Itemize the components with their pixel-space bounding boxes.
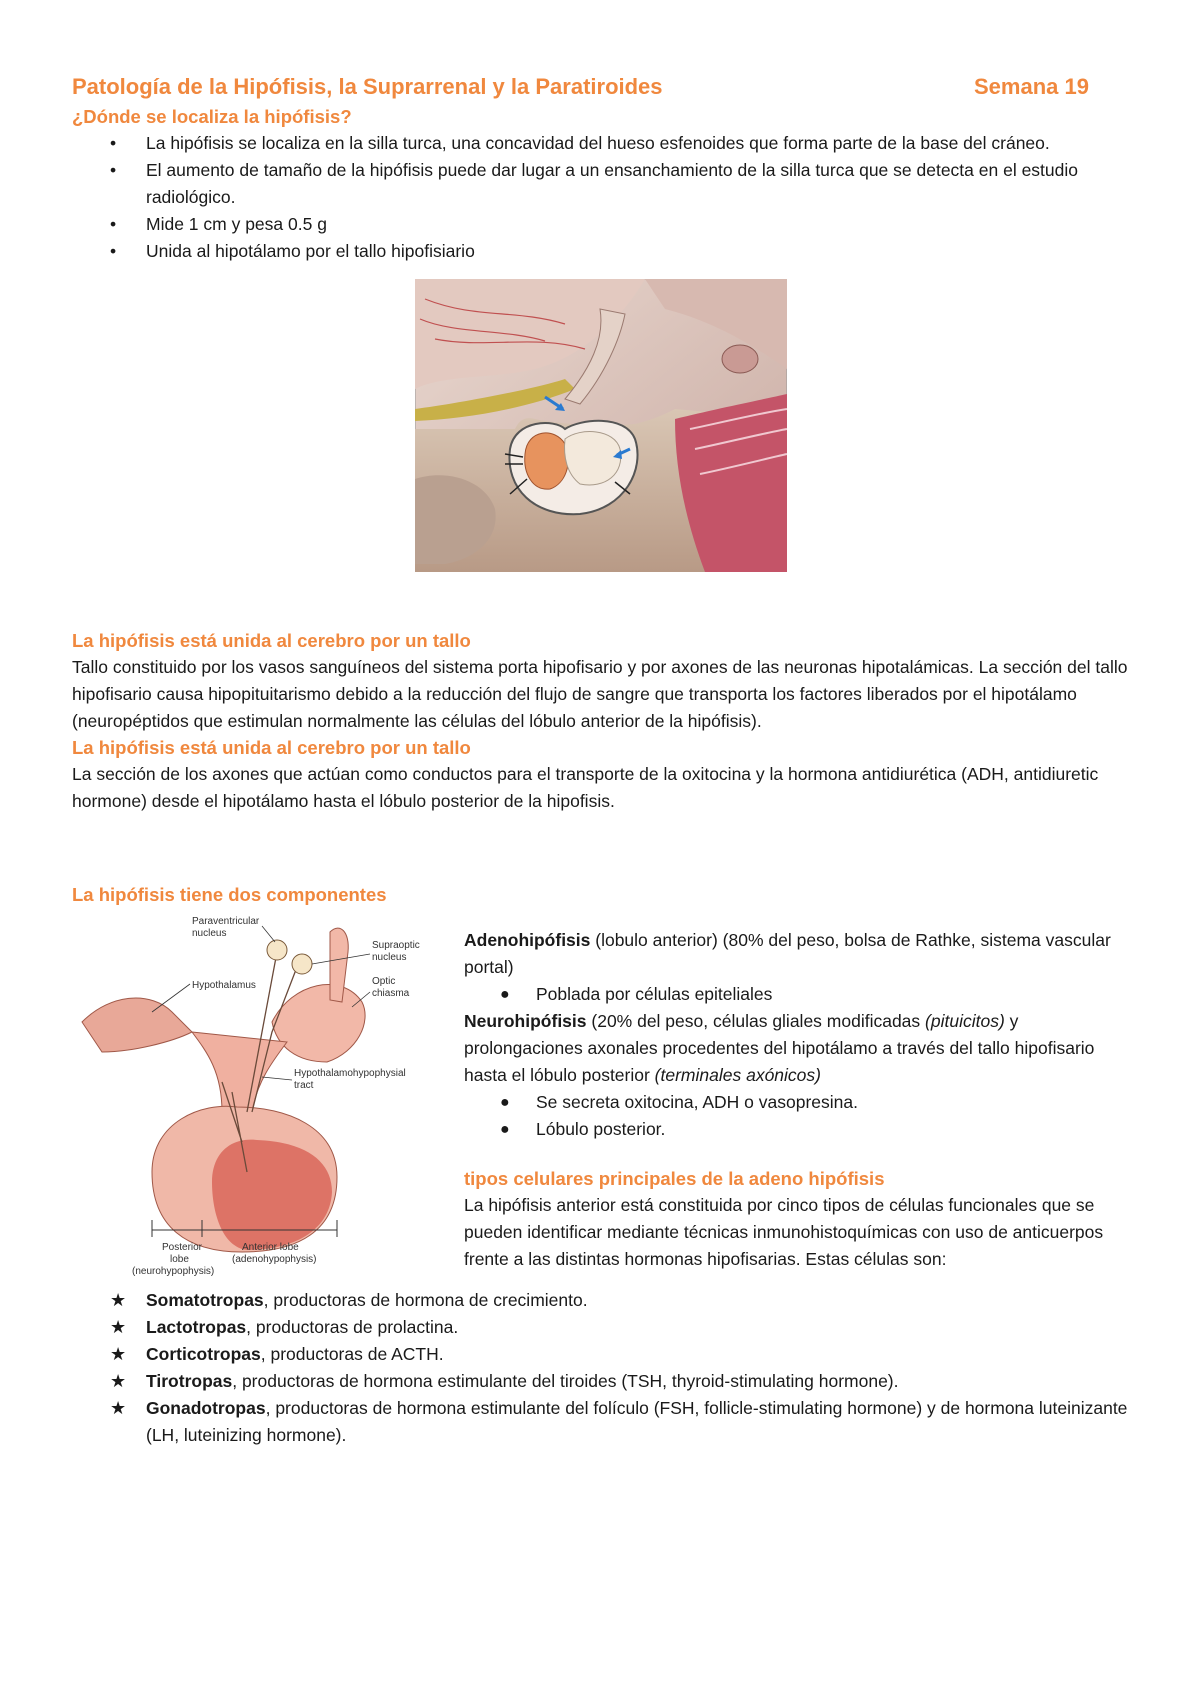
filled-circle-icon: ● [500,986,510,1003]
label-neuro: (neurohypophysis) [132,1266,215,1277]
label-hypothalamus: Hypothalamus [192,980,256,991]
infundibulum [192,1032,287,1112]
filled-circle-icon: ● [500,1121,510,1138]
list-item: ★ Corticotropas, productoras de ACTH. [72,1341,1134,1368]
filled-circle-icon: ● [500,1094,510,1111]
diamond-bullet-icon: • [110,133,117,153]
label-paraventricular: Paraventricular [192,916,260,927]
stalk-paragraph: Tallo constituido por los vasos sanguíneos del sistema porta hipofisario y por axones de las neuronas hipotalámicas. La sección del tallo hipofisario causa hipopituitarismo debido a la reducción del flujo de sangre que transporta los factores liberados por el hipotálamo (neuropéptidos que estimulan normalmente las células del lóbulo anterior de la hipófisis). [72,657,1128,731]
document-page [72,74,1134,1445]
section-heading-stalk-2: La hipófisis está unida al cerebro por un tallo [72,737,471,758]
cell-types-list-wrap [72,1287,1134,1449]
list-item: • Mide 1 cm y pesa 0.5 g [72,211,1134,238]
anterior-lobe [525,433,568,489]
diamond-bullet-icon: • [110,241,117,261]
list-item: ★ Tirotropas, productoras de hormona estimulante del tiroides (TSH, thyroid-stimulating hormone). [72,1368,1134,1395]
label-adeno: (adenohypophysis) [232,1254,317,1265]
label-supraoptic-nucleus: nucleus [372,952,407,963]
list-item: ★ Lactotropas, productoras de prolactina. [72,1314,1134,1341]
paraventricular-nucleus [267,940,287,960]
components-text [464,927,1134,1273]
list-item: ● Poblada por células epiteliales [464,981,1134,1008]
diamond-bullet-icon: • [110,214,117,234]
label-nucleus: nucleus [192,928,227,939]
posterior-lobe [565,432,621,485]
label-chiasma: chiasma [372,988,410,999]
section-heading-stalk: La hipófisis está unida al cerebro por un tallo [72,630,471,651]
section-heading-components: La hipófisis tiene dos componentes [72,884,387,905]
list-item: • La hipófisis se localiza en la silla turca, una concavidad del hueso esfenoides que forma parte de la base del cráneo. [72,130,1134,157]
page-title: Patología de la Hipófisis, la Suprarrenal y la Paratiroides [72,74,663,99]
star-icon: ★ [110,1344,127,1364]
list-item: ● Se secreta oxitocina, ADH o vasopresina. [464,1089,1134,1116]
label-posterior: Posterior [162,1242,203,1253]
sella-turcica-illustration [415,279,787,572]
anterior-lobe-shape [212,1140,332,1250]
label-supraoptic: Supraoptic [372,940,420,951]
label-tract-title: Hypothalamohypophysial [294,1068,406,1079]
hypothalamus-left [82,998,192,1052]
cell-types-paragraph: La hipófisis anterior está constituida por cinco tipos de células funcionales que se pueden identificar mediante técnicas inmunohistoquímicas con uso de anticuerpos frente a las distintas hormonas hipofisarias. Estas células son: [464,1195,1104,1269]
week-label: Semana 19 [974,74,1089,99]
neuro-points [464,1089,1134,1143]
star-icon: ★ [110,1317,127,1337]
supraoptic-nucleus [292,954,312,974]
label-lobe: lobe [170,1254,189,1265]
star-icon: ★ [110,1371,127,1391]
label-tract: tract [294,1080,314,1091]
components-section [72,882,1134,908]
neuro-description: Neurohipófisis (20% del peso, células gliales modificadas (pituicitos) y prolongaciones axonales procedentes del hipotálamo a través del tallo hipofisario hasta el lóbulo posterior (terminales axónicos) [464,1011,1095,1085]
page-header [72,74,1134,102]
adeno-description: Adenohipófisis (lobulo anterior) (80% del peso, bolsa de Rathke, sistema vascular portal) [464,930,1111,977]
list-item: • El aumento de tamaño de la hipófisis puede dar lugar a un ensanchamiento de la silla turca que se detecta en el estudio radiológico. [72,157,1134,211]
star-icon: ★ [110,1398,127,1418]
list-item: • Unida al hipotálamo por el tallo hipofisiario [72,238,1134,265]
star-icon: ★ [110,1290,127,1310]
stalk-section [72,628,1134,815]
label-anterior: Anterior lobe [242,1242,299,1253]
location-bullet-list [72,130,1134,265]
axon-paragraph: La sección de los axones que actúan como conductos para el transporte de la oxitocina y la hormona antidiurética (ADH, antidiuretic hormone) desde el hipotálamo hasta el lóbulo posterior de la hipofisis. [72,764,1099,811]
label-optic: Optic [372,976,396,987]
list-item: ● Lóbulo posterior. [464,1116,1134,1143]
adeno-points [464,981,1134,1008]
cell-types-list [72,1287,1134,1449]
list-item: ★ Gonadotropas, productoras de hormona estimulante del folículo (FSH, follicle-stimulating hormone) y de hormona luteinizante (LH, luteinizing hormone). [72,1395,1134,1449]
section-heading-cell-types: tipos celulares principales de la adeno hipófisis [464,1168,885,1189]
list-item: ★ Somatotropas, productoras de hormona de crecimiento. [72,1287,1134,1314]
diamond-bullet-icon: • [110,160,117,180]
section-heading-location: ¿Dónde se localiza la hipófisis? [72,106,352,127]
pituitary-components-diagram [72,912,442,1282]
